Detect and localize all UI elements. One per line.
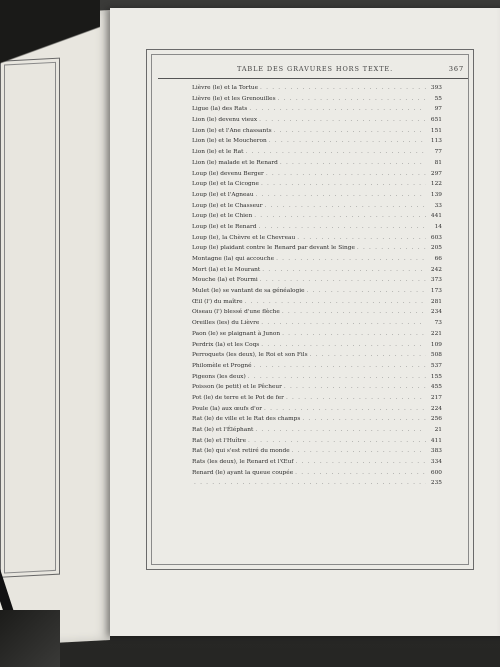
dot-leader xyxy=(248,374,426,380)
book-page xyxy=(110,8,500,636)
dot-leader xyxy=(249,106,426,112)
entry-page-number: 281 xyxy=(430,298,442,305)
entry-page-number: 21 xyxy=(434,427,442,433)
entry-page-number: 373 xyxy=(430,277,442,284)
entry-title: Renard (le) ayant la queue coupée xyxy=(192,469,294,476)
entry-title: Loup (le), la Chèvre et le Chevreau xyxy=(192,234,296,241)
entry-page-number: 411 xyxy=(430,437,442,444)
entry-page-number: 73 xyxy=(434,320,442,327)
dot-leader xyxy=(280,160,426,166)
toc-entry xyxy=(192,277,442,288)
entry-page-number: 109 xyxy=(430,341,442,348)
entry-title: Lièvre (le) et la Tortue xyxy=(192,85,259,91)
dot-leader xyxy=(292,448,426,454)
dot-leader xyxy=(282,309,426,315)
entry-page-number: 33 xyxy=(434,202,442,209)
toc-entry xyxy=(192,138,442,149)
dot-leader xyxy=(265,203,426,209)
toc-entry xyxy=(192,181,442,192)
entry-page-number: 14 xyxy=(434,223,442,230)
entry-page-number: 600 xyxy=(430,469,442,476)
entry-title: Perroquets (les deux), le Roi et son Fils xyxy=(192,352,308,359)
entry-page-number: 151 xyxy=(430,127,442,134)
toc-entry xyxy=(192,213,442,224)
entry-page-number: 217 xyxy=(430,394,442,401)
toc-entry xyxy=(192,438,442,449)
entry-title: Rat (le) qui s'est retiré du monde xyxy=(192,448,290,455)
entry-title: Philomèle et Progné xyxy=(192,362,252,369)
dot-leader xyxy=(248,438,426,444)
toc-entry xyxy=(192,309,442,320)
table-of-plates xyxy=(192,85,442,491)
left-page-frame xyxy=(0,58,60,578)
entry-page-number: 97 xyxy=(434,106,442,113)
dot-leader xyxy=(274,128,426,134)
entry-title: Montagne (la) qui accouche xyxy=(192,256,275,262)
entry-page-number: 155 xyxy=(430,373,442,380)
dot-leader xyxy=(259,117,426,123)
dot-leader xyxy=(357,245,426,251)
entry-page-number: 81 xyxy=(434,159,442,166)
entry-title: Rat (le) de ville et le Rat des champs xyxy=(192,416,301,423)
entry-title: Lion (le) malade et le Renard xyxy=(192,159,278,166)
entry-page-number: 297 xyxy=(430,170,442,177)
dot-leader xyxy=(307,288,426,294)
toc-entry xyxy=(192,288,442,299)
dot-leader xyxy=(269,138,426,144)
dot-leader xyxy=(245,149,426,155)
toc-entry xyxy=(192,406,442,417)
entry-title: Ligue (la) des Rats xyxy=(192,106,248,113)
dot-leader xyxy=(310,352,426,358)
entry-title: Loup (le) et le Chasseur xyxy=(192,202,263,209)
toc-entry xyxy=(192,128,442,139)
dot-leader xyxy=(266,171,426,177)
entry-page-number: 256 xyxy=(430,416,442,423)
entry-title: Perdrix (la) et les Coqs xyxy=(192,341,260,348)
entry-title: Œil (l') du maître xyxy=(192,298,243,305)
toc-entry xyxy=(192,384,442,395)
entry-title: Loup (le) plaidant contre le Renard par devant le Singe xyxy=(192,245,355,252)
entry-title: Mulet (le) se vantant de sa généalogie xyxy=(192,288,305,295)
toc-entry xyxy=(192,224,442,235)
dot-leader xyxy=(261,181,426,187)
entry-page-number: 242 xyxy=(430,266,442,273)
toc-entry xyxy=(192,331,442,342)
entry-title: Lion (le) et le Moucheron xyxy=(192,138,267,145)
entry-title: Loup (le) et l'Agneau xyxy=(192,191,254,198)
entry-page-number: 441 xyxy=(430,213,442,220)
toc-entry xyxy=(192,448,442,459)
entry-title: Loup (le) devenu Berger xyxy=(192,170,264,177)
dot-leader xyxy=(254,213,426,219)
dot-leader xyxy=(295,470,426,476)
desk-corner xyxy=(0,610,60,667)
entry-title: Paon (le) se plaignant à Junon xyxy=(192,330,281,337)
dot-leader xyxy=(255,427,426,433)
entry-page-number: 651 xyxy=(430,117,442,124)
entry-title: Pot (le) de terre et le Pot de fer xyxy=(192,394,284,401)
entry-page-number: 383 xyxy=(430,448,442,455)
entry-page-number: 537 xyxy=(430,362,442,369)
entry-title: Lion (le) devenu vieux xyxy=(192,117,258,124)
header-rule xyxy=(158,78,468,79)
toc-entry xyxy=(192,470,442,481)
entry-title: Rats (les deux), le Renard et l'Œuf xyxy=(192,459,294,466)
dot-leader xyxy=(256,192,426,198)
entry-title: Rat (le) et l'Huître xyxy=(192,437,247,444)
dot-leader xyxy=(261,342,426,348)
binding-shadow xyxy=(0,0,100,120)
toc-entry xyxy=(192,203,442,214)
entry-page-number: 603 xyxy=(430,234,442,241)
entry-title: Oiseau (l') blessé d'une flèche xyxy=(192,309,280,316)
entry-title: Oreilles (les) du Lièvre xyxy=(192,320,260,327)
entry-title: Poisson (le petit) et le Pêcheur xyxy=(192,384,282,391)
dot-leader xyxy=(278,96,426,102)
dot-leader xyxy=(258,224,426,230)
toc-entry xyxy=(192,160,442,171)
toc-entry xyxy=(192,395,442,406)
dot-leader xyxy=(276,256,426,262)
dot-leader xyxy=(260,85,426,91)
entry-page-number: 139 xyxy=(430,191,442,198)
toc-entry xyxy=(192,96,442,107)
entry-page-number: 66 xyxy=(434,256,442,262)
dot-leader xyxy=(286,395,426,401)
entry-page-number: 55 xyxy=(434,95,442,102)
entry-title: Mouche (la) et Fourmi xyxy=(192,277,258,284)
entry-title: Lièvre (le) et les Grenouilles xyxy=(192,95,276,102)
toc-entry xyxy=(192,320,442,331)
entry-title: Rat (le) et l'Éléphant xyxy=(192,427,254,433)
dot-leader xyxy=(262,267,426,273)
entry-page-number: 235 xyxy=(430,480,442,487)
running-header xyxy=(160,65,470,77)
toc-entry xyxy=(192,363,442,374)
toc-entry xyxy=(192,245,442,256)
toc-entry xyxy=(192,85,442,96)
entry-page-number: 455 xyxy=(430,384,442,391)
entry-page-number: 221 xyxy=(430,330,442,337)
dot-leader xyxy=(194,480,426,486)
toc-entry xyxy=(192,427,442,438)
entry-title: Lion (le) et l'Ane chassants xyxy=(192,127,272,134)
toc-entry xyxy=(192,416,442,427)
entry-page-number: 122 xyxy=(430,181,442,188)
page-number: 367 xyxy=(448,65,464,73)
dot-leader xyxy=(245,299,426,305)
toc-entry xyxy=(192,352,442,363)
toc-entry xyxy=(192,149,442,160)
dot-leader xyxy=(264,406,426,412)
toc-entry xyxy=(192,235,442,246)
entry-page-number: 234 xyxy=(430,309,442,316)
dot-leader xyxy=(297,235,426,241)
entry-title: Loup (le) et la Cicogne xyxy=(192,181,259,188)
dot-leader xyxy=(254,363,426,369)
toc-entry xyxy=(192,106,442,117)
toc-entry xyxy=(192,480,442,491)
entry-title: Poule (la) aux œufs d'or xyxy=(192,405,262,412)
entry-page-number: 334 xyxy=(430,459,442,466)
dot-leader xyxy=(282,331,426,337)
entry-page-number: 173 xyxy=(430,288,442,295)
entry-title: Mort (la) et le Mourant xyxy=(192,266,261,273)
header-title: TABLE DES GRAVURES HORS TEXTE. xyxy=(236,65,394,73)
dot-leader xyxy=(296,459,426,465)
entry-page-number: 393 xyxy=(430,85,442,91)
page-frame-inner xyxy=(151,54,469,565)
dot-leader xyxy=(302,416,426,422)
entry-page-number: 113 xyxy=(430,138,442,145)
toc-entry xyxy=(192,117,442,128)
entry-page-number: 205 xyxy=(430,245,442,252)
toc-entry xyxy=(192,342,442,353)
dot-leader xyxy=(284,384,426,390)
entry-title: Loup (le) et le Chien xyxy=(192,213,253,220)
entry-page-number: 224 xyxy=(430,405,442,412)
entry-page-number: 77 xyxy=(434,149,442,156)
entry-title: Lion (le) et le Rat xyxy=(192,149,244,156)
toc-entry xyxy=(192,192,442,203)
entry-title: Loup (le) et le Renard xyxy=(192,223,257,230)
toc-entry xyxy=(192,299,442,310)
toc-entry xyxy=(192,171,442,182)
dot-leader xyxy=(261,320,426,326)
toc-entry xyxy=(192,374,442,385)
toc-entry xyxy=(192,267,442,278)
toc-entry xyxy=(192,459,442,470)
page-frame xyxy=(146,49,474,570)
entry-page-number: 508 xyxy=(430,352,442,359)
entry-title: Pigeons (les deux) xyxy=(192,373,246,380)
toc-entry xyxy=(192,256,442,267)
dot-leader xyxy=(260,277,426,283)
